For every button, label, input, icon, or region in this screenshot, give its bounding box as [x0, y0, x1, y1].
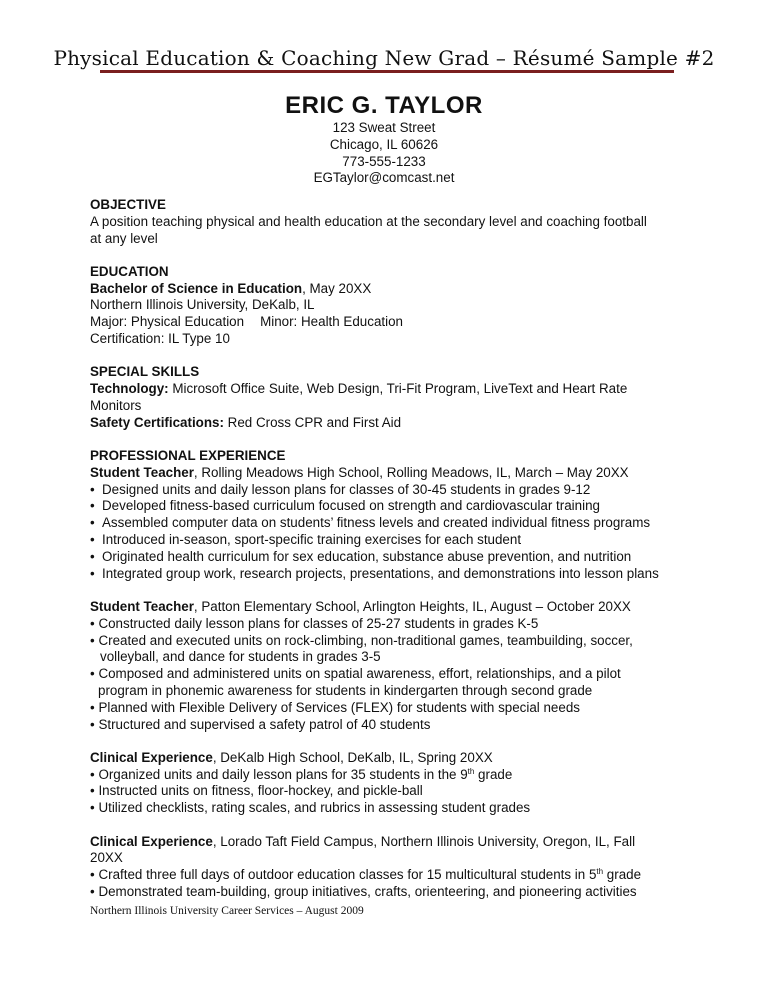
contact-email: EGTaylor@comcast.net — [313, 170, 455, 186]
bullet-icon: • — [90, 883, 95, 899]
bullet-icon: • — [90, 666, 95, 682]
header-divider — [100, 70, 674, 73]
list-item: • Composed and administered units on spatial awareness, effort, relationships, and a pilot — [90, 666, 621, 682]
education-section — [90, 264, 690, 348]
list-item: • Integrated group work, research projects, presentations, and demonstrations into lesson plans — [90, 565, 659, 581]
list-item: • Designed units and daily lesson plans for classes of 30-45 students in grades 9-12 — [90, 481, 591, 497]
degree-name: Bachelor of Science in Education — [90, 280, 303, 296]
skills-heading: SPECIAL SKILLS — [90, 364, 200, 380]
page-footer: Northern Illinois University Career Services – August 2009 — [90, 905, 364, 917]
job2-title: Student Teacher — [90, 598, 194, 614]
list-item: • Crafted three full days of outdoor education classes for 15 multicultural students in 5th grade — [90, 867, 642, 883]
certification-line: Certification: IL Type 10 — [90, 331, 230, 347]
list-item: • Assembled computer data on students’ fitness levels and created individual fitness programs — [90, 515, 651, 531]
experience-heading: PROFESSIONAL EXPERIENCE — [90, 448, 286, 464]
list-item: • Organized units and daily lesson plans for 35 students in the 9th grade — [90, 766, 513, 782]
skills-section — [90, 364, 690, 431]
list-item: • Introduced in-season, sport-specific training exercises for each student — [90, 532, 522, 548]
experience-section — [90, 448, 690, 582]
bullet-icon: • — [90, 716, 95, 732]
bullet-icon: • — [90, 867, 95, 883]
major-minor-line — [90, 314, 690, 331]
job2-header — [90, 599, 690, 616]
bullet-icon: • — [90, 699, 95, 715]
minor-text: Minor: Health Education — [260, 314, 403, 330]
bullet-icon: • — [90, 800, 95, 816]
bullet-icon: • — [90, 766, 95, 782]
job1-title: Student Teacher — [90, 464, 194, 480]
list-item: • Instructed units on fitness, floor-hockey, and pickle-ball — [90, 783, 423, 799]
objective-heading: OBJECTIVE — [90, 197, 166, 212]
job4-title: Clinical Experience — [90, 833, 213, 849]
bullet-icon: • — [90, 615, 95, 631]
degree-date: , May 20XX — [302, 280, 372, 296]
resume-body — [90, 197, 690, 917]
technology-label: Technology: — [90, 381, 169, 397]
candidate-name: ERIC G. TAYLOR — [285, 92, 483, 119]
objective-text-2: at any level — [90, 230, 158, 246]
job4-header-cont: 20XX — [90, 850, 123, 866]
job1-detail: , Rolling Meadows High School, Rolling Meadows, IL, March – May 20XX — [193, 464, 629, 480]
job3-title: Clinical Experience — [90, 749, 213, 765]
technology-line — [90, 381, 690, 398]
job1-header — [90, 465, 690, 482]
job2-section — [90, 599, 690, 733]
bullet-icon: • — [90, 515, 95, 531]
safety-line — [90, 415, 690, 432]
list-item: • Originated health curriculum for sex education, substance abuse prevention, and nutrition — [90, 548, 632, 564]
contact-block — [0, 120, 768, 187]
page-header-title: Physical Education & Coaching New Grad – Résumé Sample #2 — [53, 46, 715, 70]
bullet-icon: • — [90, 481, 95, 497]
technology-line-cont: Monitors — [90, 397, 142, 413]
bullet-icon: • — [90, 532, 95, 548]
objective-text-1: A position teaching physical and health education at the secondary level and coaching football — [90, 213, 647, 229]
list-item-cont: program in phonemic awareness for students in kindergarten through second grade — [98, 682, 593, 698]
job3-header — [90, 750, 690, 767]
school-line: Northern Illinois University, DeKalb, IL — [90, 297, 315, 313]
major-text: Major: Physical Education — [90, 314, 245, 330]
bullet-icon: • — [90, 632, 95, 648]
job4-detail: , Lorado Taft Field Campus, Northern Illinois University, Oregon, IL, Fall — [212, 833, 636, 849]
safety-text: Red Cross CPR and First Aid — [223, 414, 402, 430]
safety-label: Safety Certifications: — [90, 414, 224, 430]
list-item: • Constructed daily lesson plans for classes of 25-27 students in grades K-5 — [90, 615, 539, 631]
job4-section — [90, 834, 690, 901]
bullet-icon: • — [90, 498, 95, 514]
list-item: • Planned with Flexible Delivery of Services (FLEX) for students with special needs — [90, 699, 580, 715]
contact-street: 123 Sweat Street — [332, 120, 436, 135]
bullet-icon: • — [90, 548, 95, 564]
list-item: • Developed fitness-based curriculum focused on strength and cardiovascular training — [90, 498, 600, 514]
education-heading: EDUCATION — [90, 263, 169, 279]
technology-text: Microsoft Office Suite, Web Design, Tri-Fit Program, LiveText and Heart Rate — [168, 381, 628, 397]
job3-detail: , DeKalb High School, DeKalb, IL, Spring 20XX — [212, 749, 493, 765]
list-item-cont: volleyball, and dance for students in grades 3-5 — [100, 649, 381, 665]
list-item: • Created and executed units on rock-climbing, non-traditional games, teambuilding, soccer, — [90, 632, 633, 648]
objective-section — [90, 197, 690, 247]
job3-section — [90, 750, 690, 817]
list-item: • Demonstrated team-building, group initiatives, crafts, orienteering, and pioneering activities — [90, 883, 637, 899]
job2-detail: , Patton Elementary School, Arlington Heights, IL, August – October 20XX — [193, 598, 631, 614]
bullet-icon: • — [90, 783, 95, 799]
contact-city: Chicago, IL 60626 — [329, 136, 439, 152]
list-item: • Utilized checklists, rating scales, and rubrics in assessing student grades — [90, 800, 531, 816]
job4-header — [90, 834, 690, 851]
contact-phone: 773-555-1233 — [342, 153, 426, 169]
bullet-icon: • — [90, 565, 95, 581]
degree-line — [90, 281, 690, 298]
list-item: • Structured and supervised a safety patrol of 40 students — [90, 716, 431, 732]
